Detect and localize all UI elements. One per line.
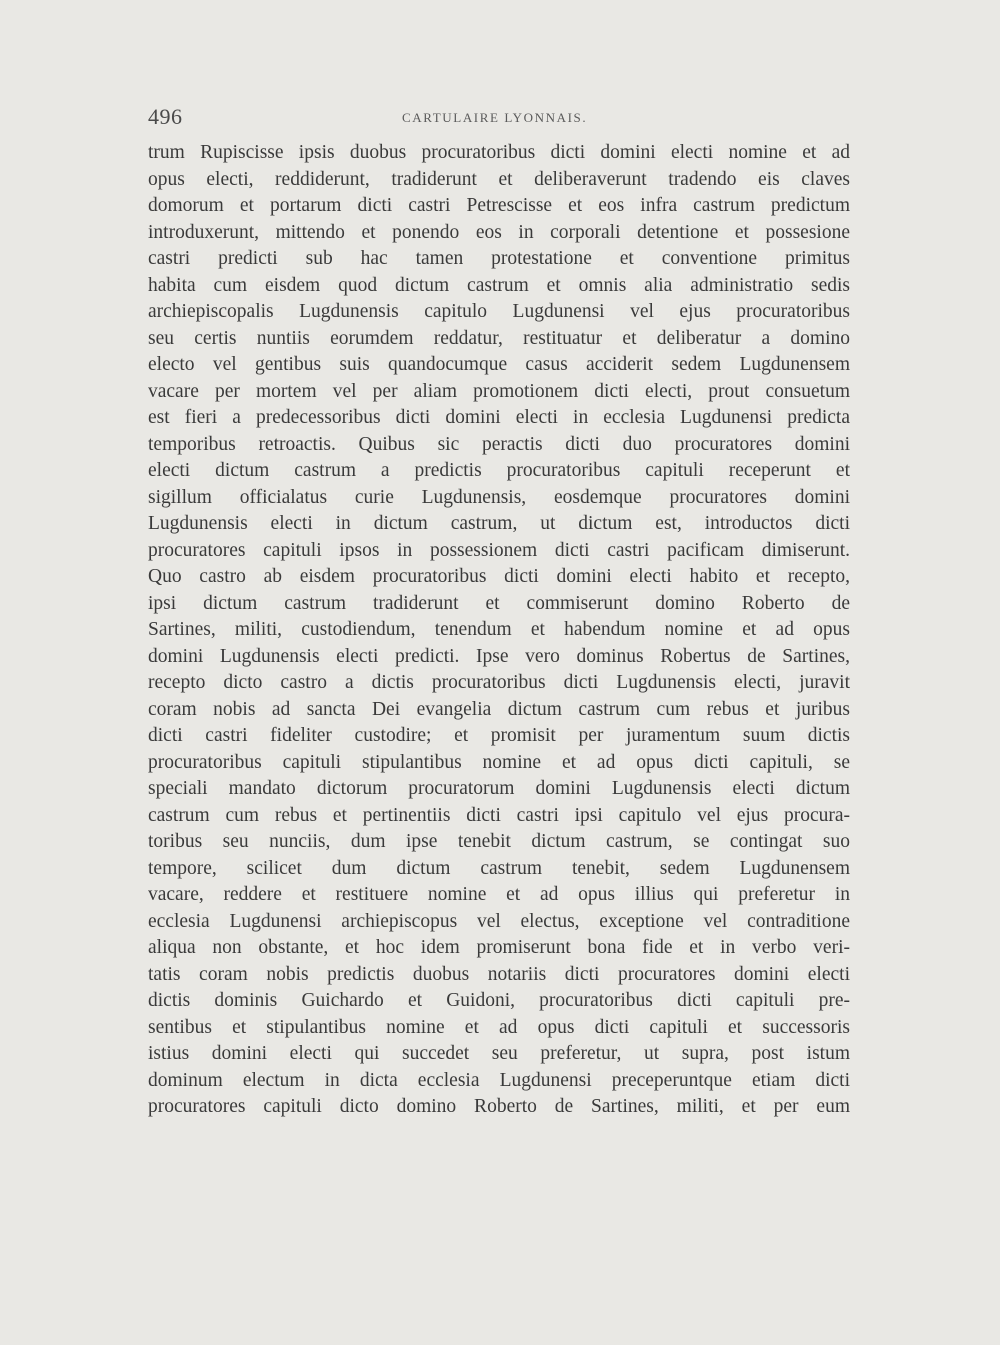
- page-header: [148, 104, 850, 134]
- text-line: tempore, scilicet dum dictum castrum tenebit, sedem Lugdunensem: [148, 857, 850, 879]
- text-line: procuratoribus capituli stipulantibus nomine et ad opus dicti capituli, se: [148, 751, 850, 773]
- text-line: recepto dicto castro a dictis procuratoribus dicti Lugdunensis electi, juravit: [148, 672, 850, 693]
- text-line: temporibus retroactis. Quibus sic peractis dicti duo procuratores domini: [148, 433, 850, 455]
- text-line: coram nobis ad sancta Dei evangelia dictum castrum cum rebus et juribus: [148, 698, 850, 720]
- running-title: CARTULAIRE LYONNAIS.: [402, 110, 588, 125]
- text-line: toribus seu nunciis, dum ipse tenebit dictum castrum, se contingat suo: [148, 831, 850, 852]
- text-line: opus electi, reddiderunt, tradiderunt et deliberaverunt tradendo eis claves: [148, 168, 850, 190]
- text-line: Lugdunensis electi in dictum castrum, ut dictum est, introductos dicti: [148, 513, 850, 534]
- text-line: istius domini electi qui succedet seu preferetur, ut supra, post istum: [148, 1043, 850, 1064]
- page-number: 496: [148, 104, 183, 129]
- text-line: vacare, reddere et restituere nomine et ad opus illius qui preferetur in: [148, 884, 850, 905]
- text-line: Sartines, militi, custodiendum, tenendum et habendum nomine et ad opus: [148, 619, 850, 640]
- text-line: aliqua non obstante, et hoc idem promiserunt bona fide et in verbo veri-: [148, 937, 850, 958]
- text-line: trum Rupiscisse ipsis duobus procuratoribus dicti domini electi nomine et ad: [148, 142, 850, 163]
- text-line: dominum electum in dicta ecclesia Lugdunensi preceperuntque etiam dicti: [148, 1069, 850, 1091]
- text-line: archiepiscopalis Lugdunensis capitulo Lugdunensi vel ejus procuratoribus: [148, 301, 850, 322]
- text-line: dicti castri fideliter custodire; et promisit per juramentum suum dictis: [148, 725, 850, 746]
- text-line: dictis dominis Guichardo et Guidoni, procuratoribus dicti capituli pre-: [148, 990, 850, 1011]
- text-line: ecclesia Lugdunensi archiepiscopus vel electus, exceptione vel contraditione: [148, 910, 850, 932]
- text-line: castri predicti sub hac tamen protestatione et conventione primitus: [148, 248, 850, 269]
- text-line: speciali mandato dictorum procuratorum domini Lugdunensis electi dictum: [148, 778, 850, 799]
- text-line: procuratores capituli ipsos in possessionem dicti castri pacificam dimiserunt.: [148, 539, 850, 561]
- text-line: electi dictum castrum a predictis procuratoribus capituli receperunt et: [148, 460, 850, 481]
- text-line: domorum et portarum dicti castri Petrescisse et eos infra castrum predictum: [148, 195, 850, 216]
- text-line: Quo castro ab eisdem procuratoribus dicti domini electi habito et recepto,: [148, 566, 850, 587]
- text-line: electo vel gentibus suis quandocumque casus acciderit sedem Lugdunensem: [148, 354, 850, 375]
- text-line: domini Lugdunensis electi predicti. Ipse vero dominus Robertus de Sartines,: [148, 645, 850, 667]
- text-line: sigillum officialatus curie Lugdunensis, eosdemque procuratores domini: [148, 486, 850, 508]
- text-line: castrum cum rebus et pertinentiis dicti castri ipsi capitulo vel ejus procura-: [148, 804, 850, 826]
- text-line: tatis coram nobis predictis duobus notariis dicti procuratores domini electi: [148, 963, 850, 985]
- text-line: sentibus et stipulantibus nomine et ad opus dicti capituli et successoris: [148, 1016, 850, 1038]
- text-line: introduxerunt, mittendo et ponendo eos in corporali detentione et possesione: [148, 221, 850, 243]
- text-line: habita cum eisdem quod dictum castrum et omnis alia administratio sedis: [148, 274, 850, 296]
- text-line: seu certis nuntiis eorumdem reddatur, restituatur et deliberatur a domino: [148, 327, 850, 349]
- text-line: ipsi dictum castrum tradiderunt et commiserunt domino Roberto de: [148, 592, 850, 614]
- body-text: [148, 140, 850, 1121]
- text-line: procuratores capituli dicto domino Roberto de Sartines, militi, et per eum: [148, 1096, 850, 1117]
- text-line: est fieri a predecessoribus dicti domini electi in ecclesia Lugdunensi predicta: [148, 407, 850, 428]
- text-line: vacare per mortem vel per aliam promotionem dicti electi, prout consuetum: [148, 380, 850, 402]
